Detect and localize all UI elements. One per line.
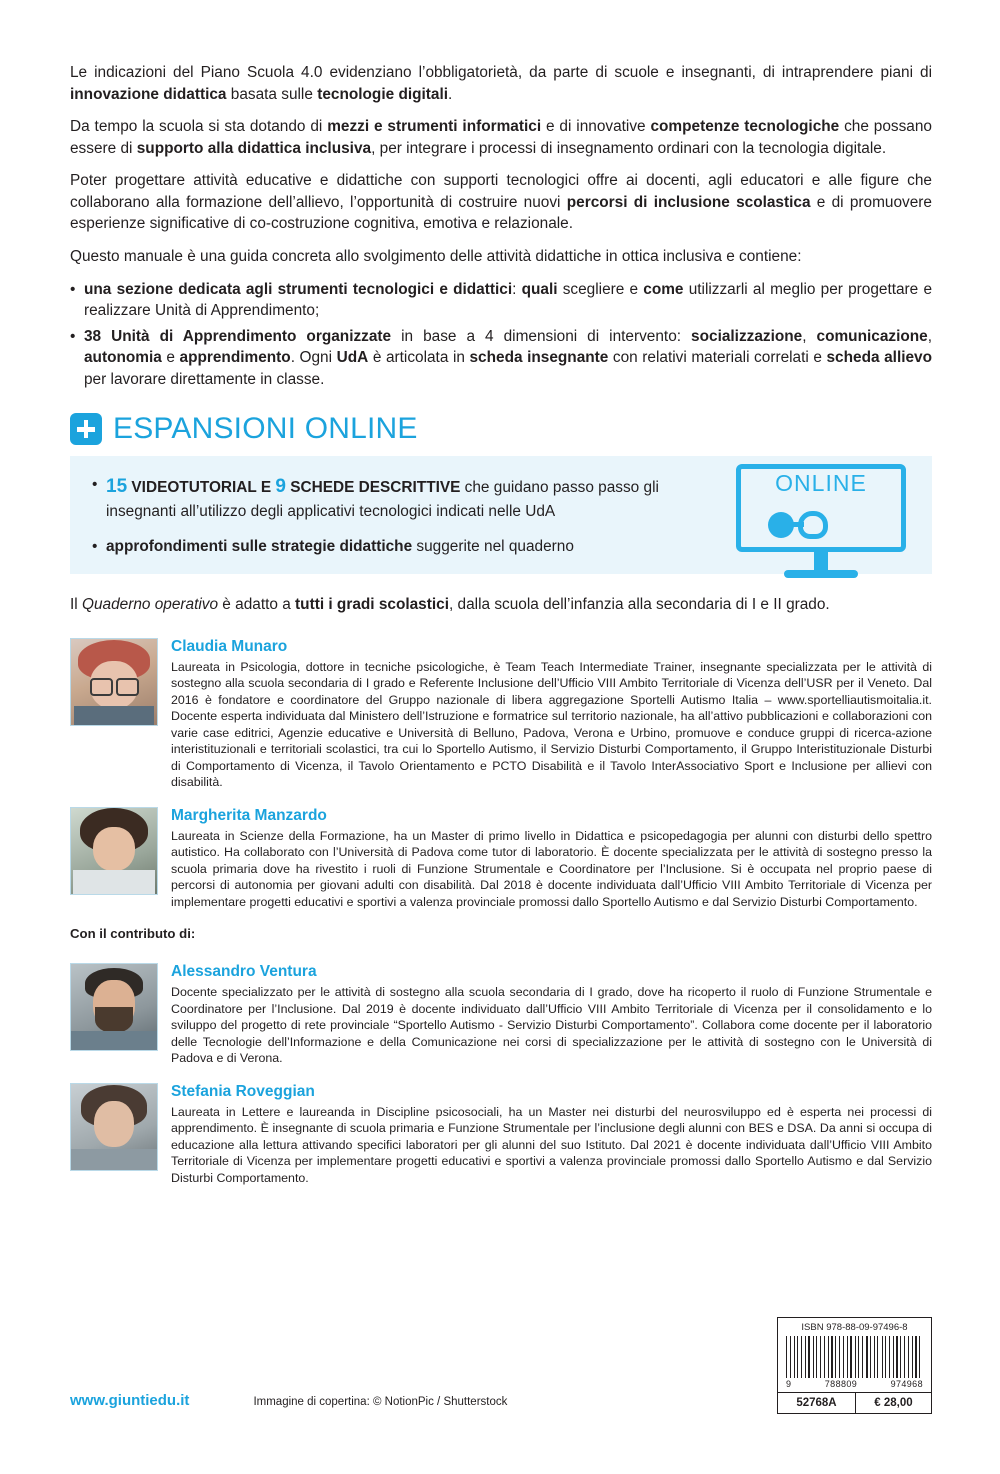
barcode-bar [826, 1336, 827, 1378]
barcode-bar [850, 1336, 852, 1378]
list-item [92, 536, 732, 558]
isbn-label: ISBN 978-88-09-97496-8 [801, 1322, 908, 1333]
page-footer [70, 1392, 932, 1409]
barcode-bar [872, 1336, 873, 1378]
feature-bullet-list [70, 279, 932, 391]
author-name: Claudia Munaro [171, 637, 288, 655]
text-run: e [161, 349, 180, 367]
text-run: , per integrare i processi di insegnamento ordinari con la tecnologia digitale. [371, 139, 887, 157]
publisher-website-link[interactable]: www.giuntiedu.it [70, 1392, 190, 1409]
barcode-bar [818, 1336, 819, 1378]
author-entry [70, 807, 932, 911]
barcode-bar [853, 1336, 854, 1378]
barcode-bar [856, 1336, 857, 1378]
barcode-bar [875, 1336, 876, 1378]
barcode-bar [801, 1336, 802, 1378]
barcode-bar [824, 1336, 825, 1378]
barcode-bar [799, 1336, 800, 1378]
portrait-illustration [71, 964, 157, 1050]
text-run: Poter progettare attività educative e didattiche con supporti tecnologici offre ai docenti, agli educatori e alle figure che collaborano alla formazione dell’allievo, l’opportunità di costruire nuovi [70, 172, 932, 211]
portrait-illustration [71, 808, 157, 894]
text-run: , dalla scuola dell’infanzia alla secondaria di I e II grado. [448, 596, 830, 614]
author-entry [70, 1083, 932, 1187]
barcode-bar [848, 1336, 849, 1378]
text-run: 38 Unità di Apprendimento organizzate [84, 327, 392, 345]
text-run: 15 [106, 476, 128, 498]
barcode-bar [912, 1336, 913, 1378]
barcode-bar [843, 1336, 844, 1378]
monitor-online-label: ONLINE [775, 470, 867, 497]
quaderno-description [70, 594, 932, 616]
portrait-part [95, 1007, 133, 1033]
barcode-bar [870, 1336, 871, 1378]
barcode-bar [921, 1336, 922, 1378]
barcode-bar [899, 1336, 900, 1378]
author-entry [70, 638, 932, 791]
list-item [70, 326, 932, 391]
barcode-bar [788, 1336, 789, 1378]
barcode-bar [858, 1336, 859, 1378]
barcode-bar [889, 1336, 890, 1378]
text-run: percorsi di inclusione scolastica [566, 193, 811, 211]
barcode-bar [828, 1336, 829, 1378]
barcode-bar [820, 1336, 822, 1378]
author-body [171, 638, 932, 791]
barcode-bar [883, 1336, 884, 1378]
text-run: supporto alla didattica inclusiva [136, 139, 372, 157]
barcode-bar [866, 1336, 868, 1378]
text-run: scegliere e [557, 280, 644, 298]
text-run: e di promuovere esperienze significative di co-costruzione cognitiva, emotiva e relazionale. [70, 193, 932, 233]
barcode-bar [807, 1336, 808, 1378]
portrait-part [71, 1149, 157, 1171]
cover-image-credit: Immagine di copertina: © NotionPic / Shutterstock [253, 1396, 508, 1408]
espansioni-title: ESPANSIONI ONLINE [113, 412, 418, 446]
text-run: innovazione didattica [70, 85, 227, 103]
text-run: comunicazione [816, 327, 928, 345]
text-run: scheda allievo [826, 349, 933, 367]
barcode-bar [795, 1336, 796, 1378]
barcode-digit-lead: 9 [786, 1379, 792, 1389]
text-run: . Ogni [290, 349, 337, 367]
barcode-bar [837, 1336, 838, 1378]
author-body [171, 1083, 932, 1187]
barcode-bar [904, 1336, 905, 1378]
author-name: Stefania Roveggian [171, 1082, 315, 1100]
portrait-part [74, 706, 153, 726]
text-run: Questo manuale è una guida concreta allo svolgimento delle attività didattiche in ottica inclusiva e contiene: [70, 247, 802, 265]
portrait-part [94, 1101, 134, 1147]
barcode-bar [786, 1336, 787, 1378]
barcode-digits [778, 1378, 931, 1392]
barcode-digits-left: 788809 [824, 1379, 858, 1389]
barcode-bar [895, 1336, 896, 1378]
text-run: VIDEOTUTORIAL E [127, 479, 276, 497]
author-body [171, 963, 932, 1067]
barcode-bar [822, 1336, 823, 1378]
barcode-bar [915, 1336, 917, 1378]
portrait-part [116, 678, 139, 696]
barcode-bar [891, 1336, 892, 1378]
barcode-bar [893, 1336, 894, 1378]
barcode-bar [887, 1336, 889, 1378]
portrait-part [73, 870, 156, 895]
author-name: Alessandro Ventura [171, 963, 317, 981]
barcode-bar [797, 1336, 798, 1378]
author-bio: Laureata in Lettere e laureanda in Discipline psicosociali, ha un Master nei disturbi del neurosviluppo ed è esperta nei processi di apprendimento. È insegnante di scuola primaria e Funzione Strumentale per l’inclusione degli alunni con BES e DSA. Da anni si occupa di educazione alla lettura attivando specifici laboratori per gli alunni del suo Istituto. Dal 2021 è docente individuata dall’Ufficio VIII Ambito Territoriale di Vicenza per implementare progetti educativi e sportivi a valenza provinciale promossi dallo Sportello Autismo e dal Servizio Disturbi Comportamento. [171, 1104, 932, 1185]
portrait-illustration [71, 1084, 157, 1170]
barcode-bar [877, 1336, 878, 1378]
barcode-bar [855, 1336, 856, 1378]
author-name: Margherita Manzardo [171, 806, 327, 824]
text-run: suggerite nel quaderno [412, 538, 574, 556]
portrait-margherita-manzardo [70, 807, 158, 895]
text-run: Il [70, 596, 82, 614]
paragraph [70, 246, 932, 268]
barcode-bar [845, 1336, 846, 1378]
barcode-bar [902, 1336, 903, 1378]
paragraph [70, 116, 932, 159]
author-entry [70, 963, 932, 1067]
contributors-section [70, 963, 932, 1186]
barcode-bar [808, 1336, 810, 1378]
monitor-icon [736, 464, 912, 592]
text-run: apprendimento [179, 349, 291, 367]
text-run: utilizzarli al meglio per progettare e realizzare Unità di Apprendimento; [84, 280, 932, 320]
text-run: scheda insegnante [469, 349, 609, 367]
text-run: che guidano passo passo gli insegnanti all’utilizzo degli applicativi tecnologici indicati nelle UdA [106, 479, 659, 520]
online-bullet-list [92, 474, 732, 558]
text-run: SCHEDE DESCRITTIVE [285, 479, 461, 497]
barcode-bar [816, 1336, 817, 1378]
text-run: tecnologie digitali [317, 85, 449, 103]
barcode-bar [811, 1336, 812, 1378]
text-run: come [643, 280, 684, 298]
barcode-bars [786, 1336, 923, 1378]
barcode-bar [847, 1336, 848, 1378]
paragraph [70, 62, 932, 105]
barcode-digits-right: 974968 [890, 1379, 923, 1389]
paragraph [70, 170, 932, 235]
author-bio: Laureata in Scienze della Formazione, ha un Master di primo livello in Didattica e psicopedagogia per alunni con disturbi dello spettro autistico. Ha collaborato con l’Università di Padova come tutor di laboratorio. È docente specializzata per le attività di sostegno presso la scuola primaria dove ha rivestito i ruoli di Funzione Strumentale e Coordinatore per l’Inclusione. Si è occupata nel proprio paese di percorsi di autonomia per giovani adulti con disabilità. Dal 2018 è docente individuata dall’Ufficio VIII Ambito Territoriale di Vicenza per implementare progetti educativi e sportivi a valenza provinciale promossi dallo Sportello Autismo e dal Servizio Disturbi Comportamento. [171, 828, 932, 909]
text-run: approfondimenti sulle strategie didattiche [106, 538, 413, 556]
content-column [70, 62, 932, 1202]
text-run: Da tempo la scuola si sta dotando di [70, 118, 328, 136]
text-run: mezzi e strumenti informatici [327, 118, 542, 136]
author-body [171, 807, 932, 911]
barcode-bar [900, 1336, 901, 1378]
text-run: UdA [336, 349, 369, 367]
text-run: competenze tecnologiche [650, 118, 840, 136]
text-run: , [927, 327, 932, 345]
barcode-bar [874, 1336, 875, 1378]
text-run: basata sulle [226, 85, 318, 103]
list-item [92, 474, 732, 522]
intro-paragraphs [70, 62, 932, 268]
barcode-bar [869, 1336, 870, 1378]
barcode-bar [790, 1336, 791, 1378]
portrait-stefania-roveggian [70, 1083, 158, 1171]
portrait-part [71, 1031, 157, 1051]
barcode-bar [835, 1336, 836, 1378]
monitor-stand-base [784, 570, 858, 578]
mouse-icon [798, 511, 828, 539]
price-label: € 28,00 [874, 1397, 913, 1409]
text-run: è articolata in [368, 349, 470, 367]
barcode-bar [805, 1336, 806, 1378]
text-run: autonomia [84, 349, 162, 367]
text-run: socializzazione [691, 327, 803, 345]
barcode-bar [860, 1336, 862, 1378]
text-run: in base a 4 dimensioni di intervento: [391, 327, 692, 345]
portrait-alessandro-ventura [70, 963, 158, 1051]
text-run: . [448, 85, 453, 103]
authors-section [70, 638, 932, 911]
text-run: una sezione dedicata agli strumenti tecnologici e didattici [84, 280, 513, 298]
barcode-bar [910, 1336, 911, 1378]
barcode-bar [839, 1336, 840, 1378]
barcode-bar [864, 1336, 865, 1378]
author-bio: Laureata in Psicologia, dottore in tecniche psicologiche, è Team Teach Intermediate Trainer, insegnante specializzata per le attività di sostegno alla scuola secondaria di I grado e Referente Inclusione dell’Ufficio VIII Ambito Territoriale di Vicenza dell’USR per il Veneto. Dal 2016 è fondatore e coordinatore del Gruppo nazionale di libera aggregazione Sportelli Autismo Italia – www.sportelliautismoitalia.it. Docente esperta individuata dal Ministero dell’Istruzione e formatrice sul territorio nazionale, ha all’attivo pubblicazioni e collaborazioni con varie case editrici, Agenzie educative e Università di Belluno, Padova, Verona e Urbino, promuove e conduce gruppi di ricerca-azione interistituzionali e territoriali scolastici, tra cui lo Sportello Autismo, il Servizio Disturbi Comportamento, il Gruppo Interistituzionale Disturbi di Comportamento di Vicenza, il Tavolo Orientamento e PCTO Disabilità e il Tavolo InterAssociativo Sport e Inclusione per allievi con disabilità. [171, 659, 932, 790]
barcode-bar [794, 1336, 795, 1378]
text-run: che possano essere di [70, 118, 932, 157]
barcode-bar [919, 1336, 920, 1378]
barcode-bar [791, 1336, 793, 1378]
portrait-illustration [71, 639, 157, 725]
text-run: con relativi materiali correlati e [608, 349, 827, 367]
barcode-bar [813, 1336, 814, 1378]
product-code: 52768A [778, 1393, 856, 1413]
plus-icon [70, 413, 102, 445]
contributors-label: Con il contributo di: [70, 926, 196, 942]
author-bio: Docente specializzato per le attività di sostegno alla scuola secondaria di I grado, dove ha ricoperto il ruolo di Funzione Strumentale e Coordinatore per l’Inclusione. Dal 2019 è docente individuato dall’Ufficio VIII Ambito Territoriale di Vicenza per il consolidamento e lo sviluppo del progetto di rete provinciale “Sportello Autismo - Servizio Disturbi Comportamento”. Collabora come docente per il laboratorio delle Tecnologie dell’Informazione e della Comunicazione nei corsi di specializzazione per le attività di sostegno con le Università di Padova e di Verona. [171, 985, 932, 1066]
barcode-bar [841, 1336, 843, 1378]
text-run: 9 [275, 476, 286, 498]
portrait-part [93, 827, 134, 872]
barcode-bar [914, 1336, 915, 1378]
text-run: Le indicazioni del Piano Scuola 4.0 evidenziano l’obbligatorietà, da parte di scuole e insegnanti, di intraprendere piani di [70, 64, 932, 81]
barcode-bar [882, 1336, 883, 1378]
text-run: quali [521, 280, 558, 298]
barcode-bar [918, 1336, 919, 1378]
text-run: , [802, 327, 817, 345]
barcode-bar [834, 1336, 835, 1378]
text-run: per lavorare direttamente in classe. [84, 370, 325, 388]
barcode-bar [803, 1336, 805, 1378]
barcode-bar [862, 1336, 863, 1378]
text-run: : [512, 280, 522, 298]
text-run: Quaderno operativo [81, 596, 219, 614]
portrait-claudia-munaro [70, 638, 158, 726]
barcode-bar [879, 1336, 881, 1378]
text-run: tutti i gradi scolastici [295, 596, 449, 614]
barcode-bar [885, 1336, 886, 1378]
barcode-bar [830, 1336, 831, 1378]
text-run: e di innovative [541, 118, 651, 136]
online-expansions-box [70, 456, 932, 574]
espansioni-header [70, 412, 932, 446]
text-run: è adatto a [218, 596, 296, 614]
barcode-bar [905, 1336, 906, 1378]
barcode-bar [908, 1336, 910, 1378]
barcode-bar [896, 1336, 898, 1378]
barcode-bar [815, 1336, 816, 1378]
barcode-bar [831, 1336, 833, 1378]
monitor-stand-neck [814, 552, 828, 572]
portrait-part [90, 678, 113, 696]
list-item [70, 279, 932, 322]
